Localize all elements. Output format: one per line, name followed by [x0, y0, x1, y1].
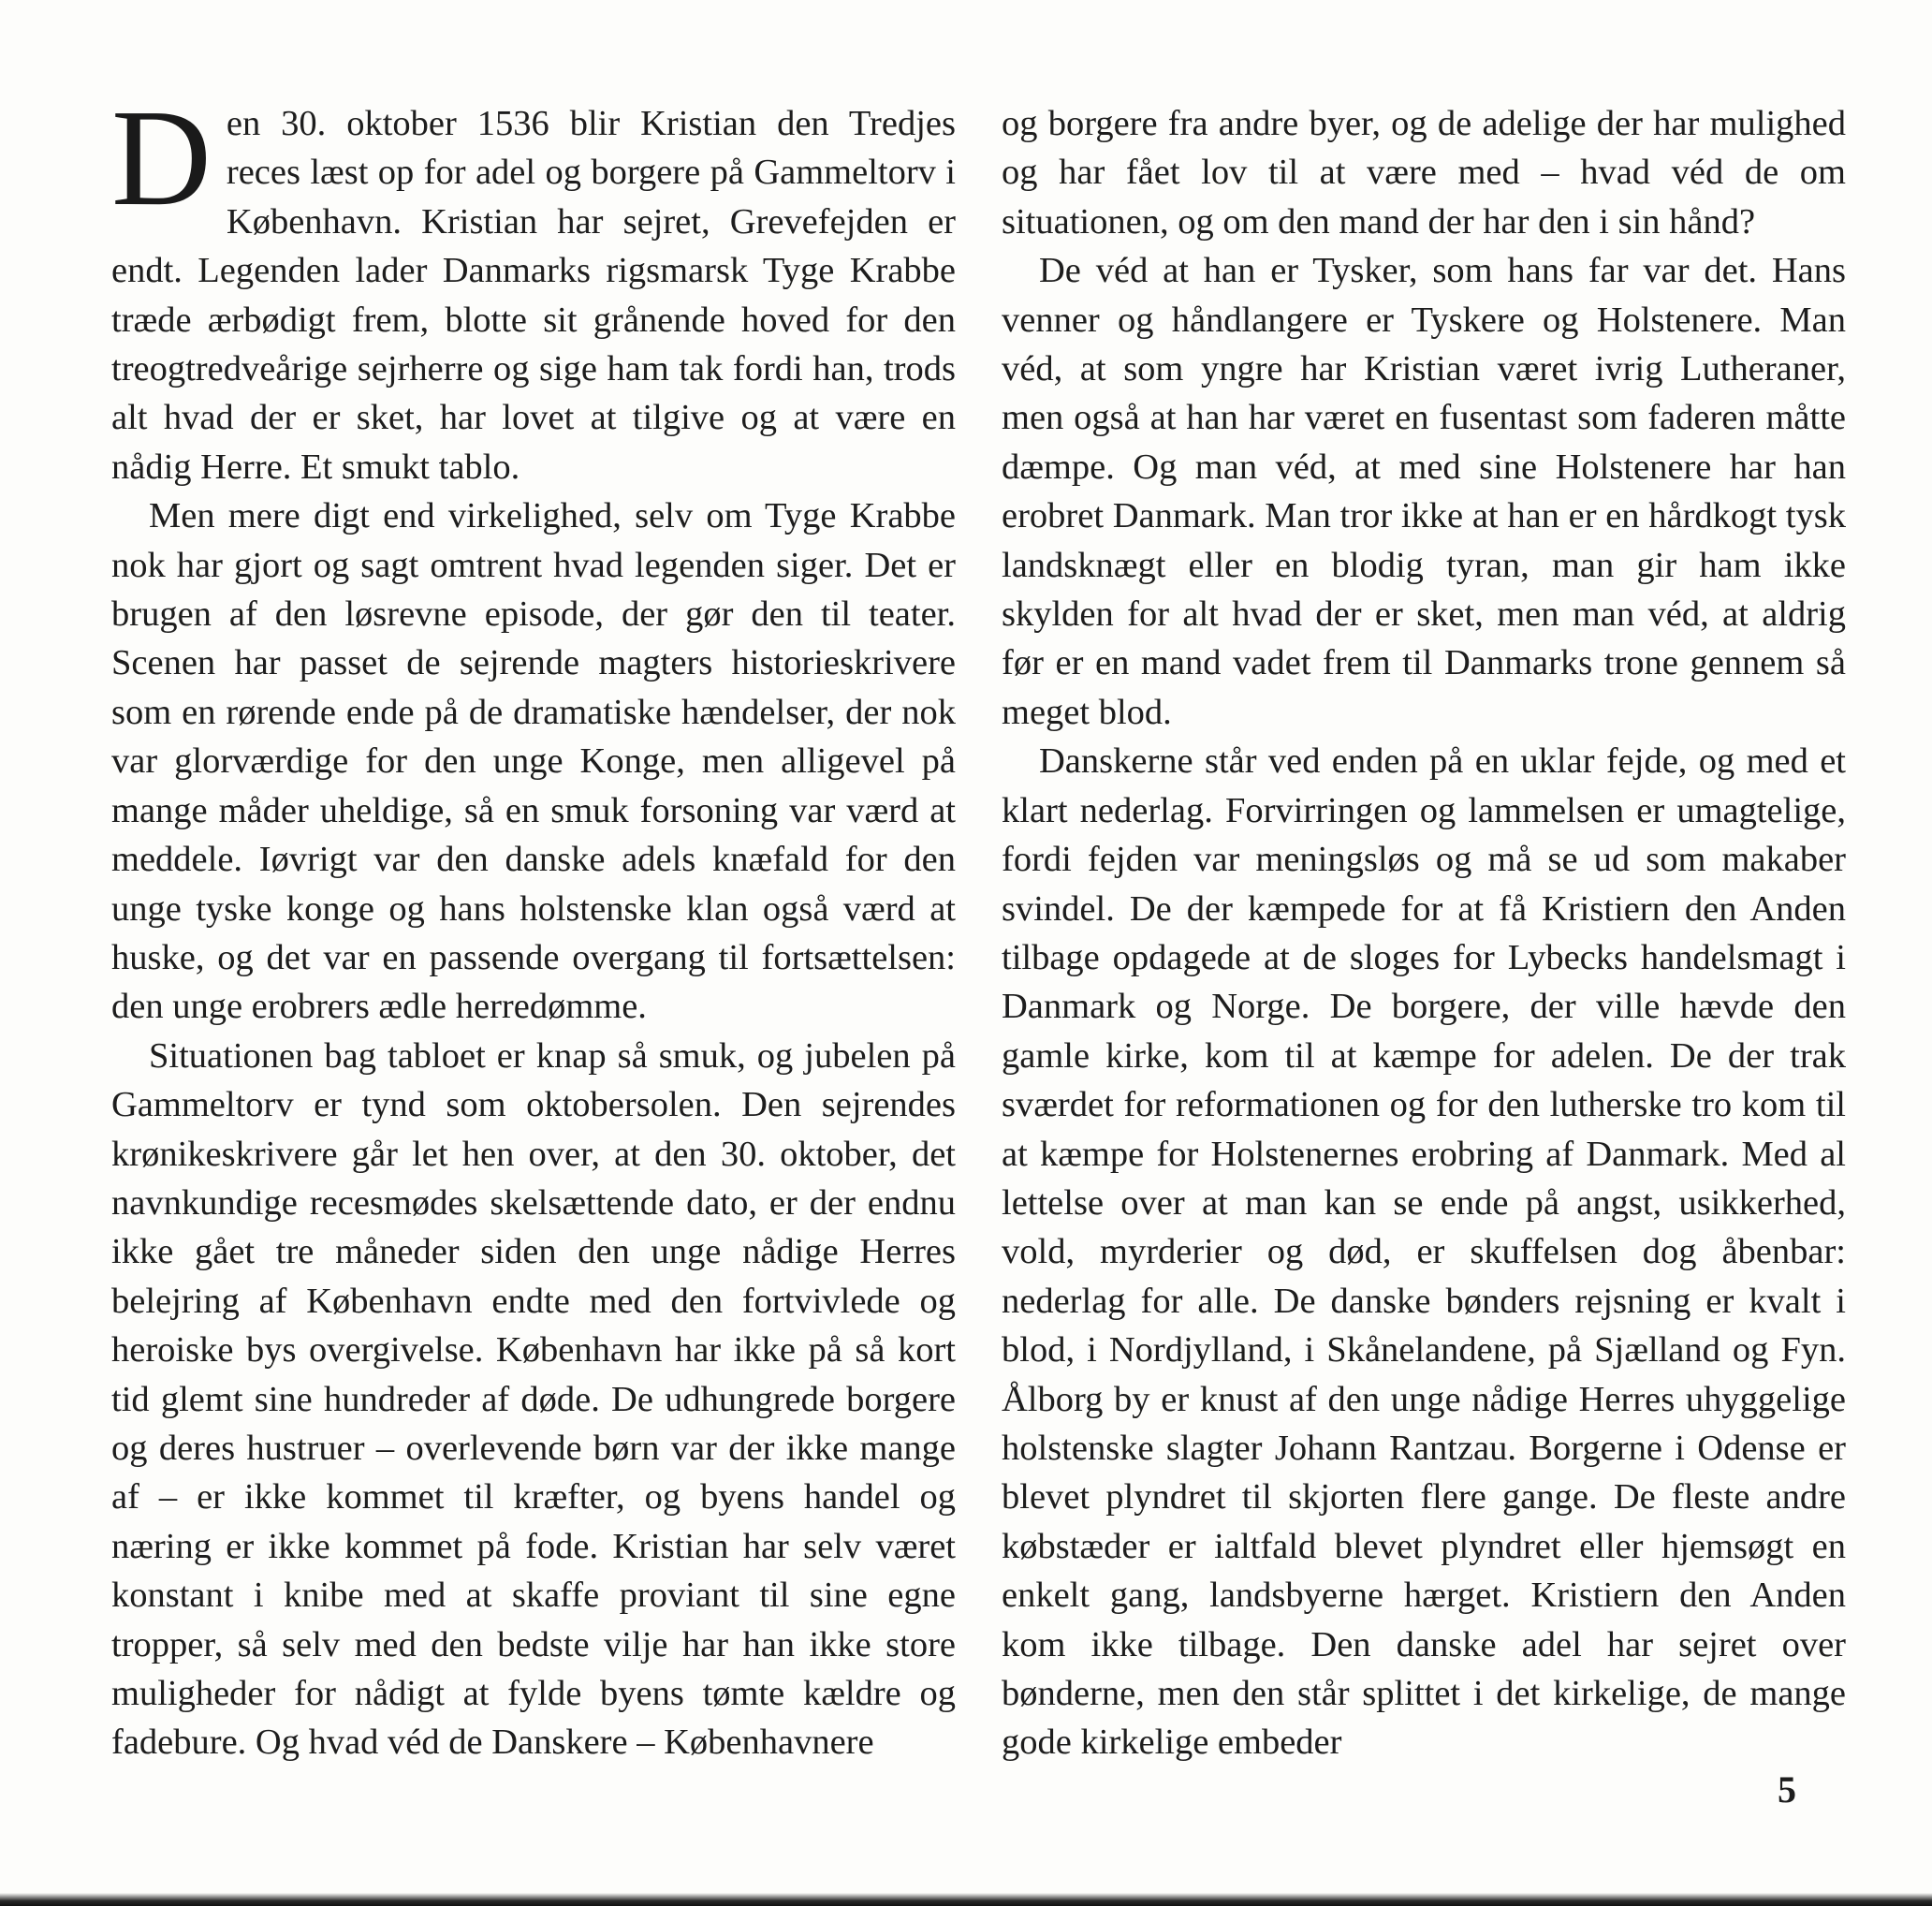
- paragraph-5: Danskerne står ved enden på en uklar fejde, og med et klart nederlag. Forvirringen og lammelsen er umagtelige, fordi fejden var meningsløs og må se ud som makaber svindel. De der kæmpede for at få Kristiern den Anden tilbage opdagede at de sloges for Lybecks handelsmagt i Danmark og Norge. De borgere, der ville hævde den gamle kirke, kom til at kæmpe for adelen. De der trak sværdet for reformationen og for den lutherske tro kom til at kæmpe for Holstenernes erobring af Danmark. Med al lettelse over at man kan se ende på angst, usikkerhed, vold, myrderier og død, er skuffelsen dog åbenbar: nederlag for alle. De danske bønders rejsning er kvalt i blod, i Nordjylland, i Skånelandene, på Sjælland og Fyn. Ålborg by er knust af den unge nådige Herres uhyggelige holstenske slagter Johann Rantzau. Borgerne i Odense er blevet plyndret til skjorten flere gange. De fleste andre købstæder er ialtfald blevet plyndret eller hjemsøgt en enkelt gang, landsbyerne hærget. Kristiern den Anden kom ikke tilbage. Den danske adel har sejret over bønderne, men den står splittet i det kirkelige, de mange gode kirkelige embeder: [1002, 741, 1846, 1763]
- paragraph-4: De véd at han er Tysker, som hans far var det. Hans venner og håndlangere er Tyskere og Holstenere. Man véd, at som yngre har Kristian været ivrig Lutheraner, men også at han har været en fusentast som faderen måtte dæmpe. Og man véd, at med sine Holstenere har han erobret Danmark. Man tror ikke at han er en hårdkogt tysk landsknægt eller en blodig tyran, man gir ham ikke skylden for alt hvad der er sket, men man véd, at aldrig før er en mand vadet frem til Danmarks trone gennem så meget blod.: [1002, 251, 1846, 732]
- right-text-column: [1002, 99, 1846, 1767]
- paragraph-2: Men mere digt end virkelighed, selv om Tyge Krabbe nok har gjort og sagt omtrent hvad legenden siger. Det er brugen af den løsrevne episode, der gør den til teater. Scenen har passet de sejrende magters historieskrivere som en rørende ende på de dramatiske hændelser, der nok var glorværdige for den unge Konge, men alligevel på mange måder uheldige, så en smuk forsoning var værd at meddele. Iøvrigt var den danske adels knæfald for den unge tyske konge og hans holstenske klan også værd at huske, og det var en passende overgang til fortsættelsen: den unge erobrers ædle herredømme.: [111, 496, 956, 1027]
- left-text-column: [111, 81, 956, 1767]
- paragraph-3-continued: og borgere fra andre byer, og de adelige der har mulighed og har fået lov til at være med – hvad véd de om situationen, og om den mand der har den i sin hånd?: [1002, 104, 1846, 242]
- paragraph-3: Situationen bag tabloet er knap så smuk, og jubelen på Gammeltorv er tynd som oktobersolen. Den sejrendes krønikeskrivere går let hen over, at den 30. oktober, det navnkundige recesmødes skelsættende dato, er der endnu ikke gået tre måneder siden den unge nådige Herres belejring af København endte med den fortvivlede og heroiske bys overgivelse. København har ikke på så kort tid glemt sine hundreder af døde. De udhungrede borgere og deres hustruer – overlevende børn var der ikke mange af – er ikke kommet til kræfter, og byens handel og næring er ikke kommet på fode. Kristian har selv været konstant i knibe med at skaffe proviant til sine egne tropper, så selv med den bedste vilje har han ikke store muligheder for nådigt at fylde byens tømte kældre og fadebure. Og hvad véd de Danskere – Københavnere: [111, 1035, 956, 1763]
- paragraph-1: [111, 81, 956, 491]
- paragraph-1-text: en 30. oktober 1536 blir Kristian den Tredjes reces læst op for adel og borgere på Gammeltorv i København. Kristian har sejret, Grevefejden er endt. Legenden lader Danmarks rigsmarsk Tyge Krabbe træde ærbødigt frem, blotte sit grånende hoved for den treogtredveårige sejrherre og sige ham tak fordi han, trods alt hvad der er sket, har lovet at tilgive og at være en nådig Herre. Et smukt tablo.: [111, 104, 956, 487]
- page-number: 5: [1778, 1768, 1796, 1811]
- drop-cap: D: [111, 81, 212, 235]
- page-bottom-edge: [0, 1893, 1932, 1906]
